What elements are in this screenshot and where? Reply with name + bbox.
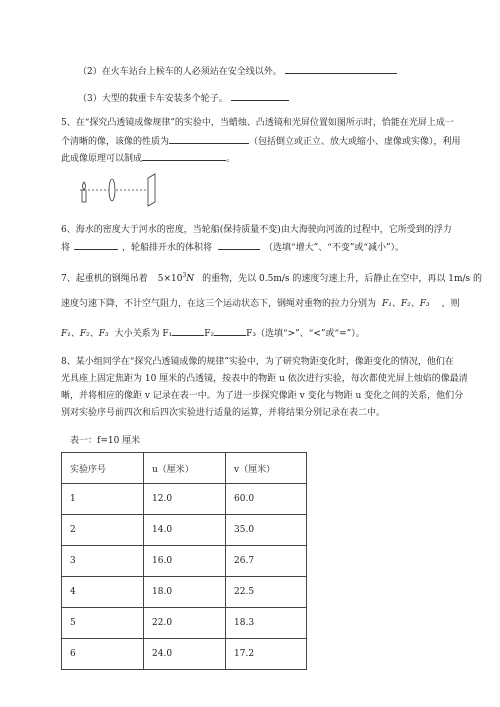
q5-line-2 bbox=[61, 134, 461, 148]
weight-value: $5\times 10^3N$ bbox=[157, 272, 195, 284]
table-cell: 17.2 bbox=[226, 639, 307, 670]
q6-text: 将 bbox=[61, 243, 71, 253]
q8-line-4: 别对实验序号前四次和后四次实验进行适量的运算，并将结果分别记录在表二中。 bbox=[61, 408, 386, 418]
table-row bbox=[62, 484, 307, 515]
q5-text: 。 bbox=[226, 154, 236, 164]
lens-setup-diagram bbox=[76, 172, 176, 208]
q6-line-2 bbox=[61, 240, 404, 254]
table-cell: 35.0 bbox=[226, 515, 307, 546]
table-cell: 3 bbox=[62, 546, 144, 577]
item-3-text: （3）大型的载重卡车安装多个轮子。 bbox=[78, 94, 228, 104]
q7-text: 的重物，先以 0.5m/s 的速度匀速上升，后静止在空中，再以 1m/s 的 bbox=[202, 274, 483, 284]
table-row bbox=[62, 577, 307, 608]
table-row bbox=[62, 639, 307, 670]
header-cell: 实验序号 bbox=[62, 453, 144, 484]
table-cell: 22.0 bbox=[144, 608, 226, 639]
q8-line-1: 8、某小组同学在“探究凸透镜成像的规律”实验中，为了研究物距变化时，像距变化的情况，他们在 bbox=[61, 357, 454, 367]
answer-blank[interactable] bbox=[231, 91, 289, 101]
item-3 bbox=[78, 91, 289, 105]
table-header-row bbox=[62, 453, 307, 484]
q7-text: F₂ bbox=[204, 329, 215, 339]
answer-blank[interactable] bbox=[218, 240, 260, 250]
force-symbols: F₁、F₂、F₃ bbox=[382, 299, 430, 309]
q8-line-3: 晰，并将相应的像距 v 记录在表一中。为了进一步探究像距 v 变化与物距 u 变化之间的关系，他们分 bbox=[61, 391, 464, 401]
answer-blank[interactable] bbox=[142, 151, 226, 161]
q7-text: 大小关系为 F₁ bbox=[114, 329, 173, 339]
table-cell: 24.0 bbox=[144, 639, 226, 670]
q7-text: 速度匀速下降，不计空气阻力，在这三个运动状态下，钢绳对重物的拉力分别为 bbox=[61, 299, 377, 309]
q5-line-1: 5、在“探究凸透镜成像规律”的实验中，当蜡烛、凸透镜和光屏位置如图所示时，恰能在光屏上成一 bbox=[61, 118, 454, 128]
table-cell: 18.0 bbox=[144, 577, 226, 608]
answer-blank[interactable] bbox=[285, 64, 397, 74]
q7-line-1 bbox=[61, 270, 482, 285]
q8-line-2: 光具座上固定焦距为 10 厘米的凸透镜，按表中的物距 u 依次进行实验，每次都使光屏上烛焰的像最清 bbox=[61, 374, 468, 384]
q7-line-2 bbox=[61, 298, 460, 310]
table-row bbox=[62, 608, 307, 639]
item-2 bbox=[78, 64, 397, 78]
answer-blank[interactable] bbox=[169, 134, 249, 144]
table-cell: 22.5 bbox=[226, 577, 307, 608]
table-caption: 表一：f=10 厘米 bbox=[70, 436, 141, 446]
q5-line-3 bbox=[61, 151, 235, 165]
candle-icon bbox=[82, 190, 86, 202]
table-cell: 14.0 bbox=[144, 515, 226, 546]
q6-text: ，轮船排开水的体积将 bbox=[122, 243, 213, 253]
answer-blank[interactable] bbox=[172, 326, 204, 336]
force-symbols: F₁、F₂、F₃ bbox=[61, 329, 109, 339]
q6-text: （选填“增大”、“不变”或“减小”）。 bbox=[264, 243, 405, 253]
answer-blank[interactable] bbox=[74, 240, 118, 250]
answer-blank[interactable] bbox=[214, 326, 246, 336]
table-cell: 12.0 bbox=[144, 484, 226, 515]
q7-text: ，则 bbox=[441, 299, 460, 309]
table-row bbox=[62, 515, 307, 546]
table-cell: 6 bbox=[62, 639, 144, 670]
convex-lens-icon bbox=[109, 179, 115, 201]
table-cell: 26.7 bbox=[226, 546, 307, 577]
q5-text: 此成像原理可以制成 bbox=[61, 154, 143, 164]
q6-line-1: 6、海水的密度大于河水的密度，当轮船(保持质量不变)由大海驶向河流的过程中，它所受到的浮力 bbox=[61, 225, 452, 235]
flame-icon bbox=[83, 182, 86, 190]
q5-text: 个清晰的像，该像的性质为 bbox=[61, 137, 170, 147]
q7-text: 7、起重机的钢绳吊着 bbox=[61, 274, 148, 284]
table-cell: 4 bbox=[62, 577, 144, 608]
table-cell: 60.0 bbox=[226, 484, 307, 515]
q7-line-3 bbox=[61, 326, 365, 340]
item-2-text: （2）在火车站台上候车的人必须站在安全线以外。 bbox=[78, 67, 282, 77]
header-cell: u（厘米） bbox=[144, 453, 226, 484]
table-cell: 2 bbox=[62, 515, 144, 546]
table-cell: 18.3 bbox=[226, 608, 307, 639]
table-row bbox=[62, 546, 307, 577]
table-cell: 1 bbox=[62, 484, 144, 515]
q7-text: F₃（选填“>”、“<”或“=”）。 bbox=[246, 329, 365, 339]
light-screen-icon bbox=[148, 174, 155, 206]
table-1 bbox=[61, 452, 307, 670]
header-cell: v（厘米） bbox=[226, 453, 307, 484]
q5-text: （包括倒立或正立、放大或缩小、虚像或实像），利用 bbox=[249, 137, 461, 147]
table-cell: 16.0 bbox=[144, 546, 226, 577]
table-cell: 5 bbox=[62, 608, 144, 639]
